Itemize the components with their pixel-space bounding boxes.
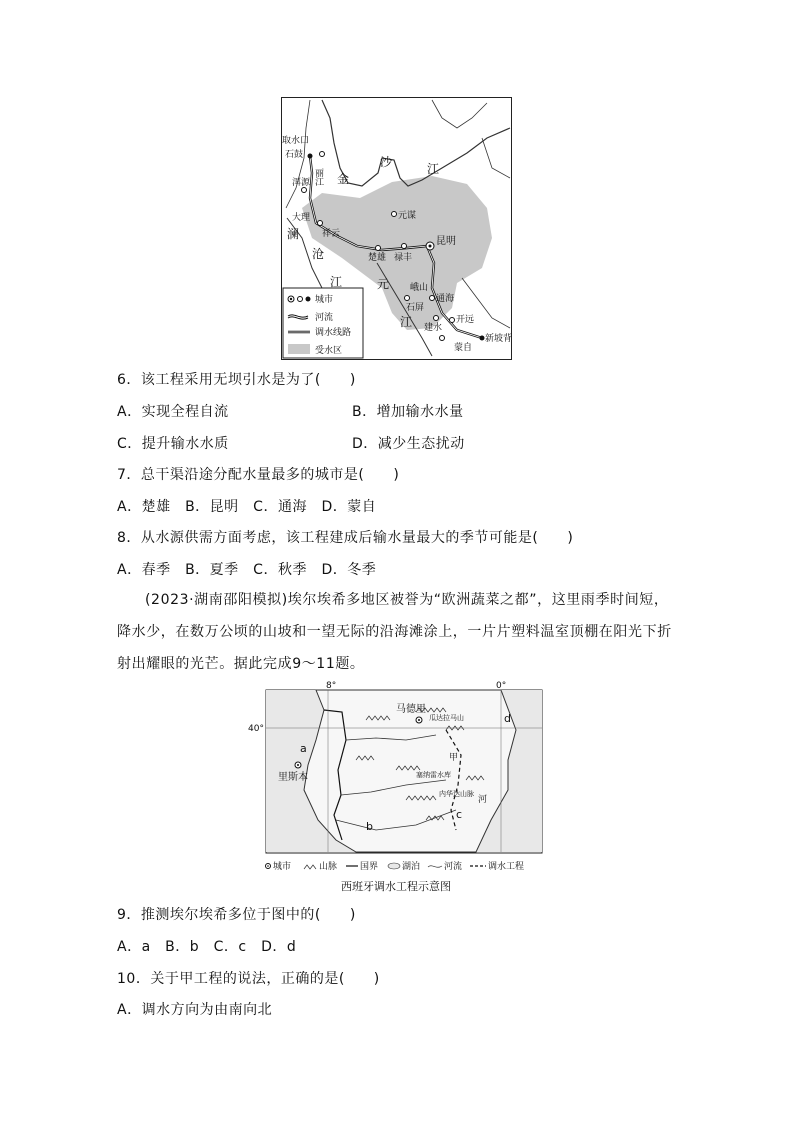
label-chuxiong: 楚雄 <box>368 253 387 263</box>
legend-area: 受水区 <box>315 346 343 356</box>
q10-option-a[interactable]: A．调水方向为由南向北 <box>117 1002 273 1018</box>
label-b: b <box>366 820 373 833</box>
legend2-transfer: 调水工程 <box>488 862 525 872</box>
yunnan-map-graphic <box>282 98 511 359</box>
q7-options[interactable]: A．楚雄 B．昆明 C．通海 D．蒙自 <box>117 499 377 515</box>
yunnan-water-map <box>281 97 512 360</box>
label-yuan: 元 <box>377 277 390 291</box>
legend-city: 城市 <box>315 295 334 305</box>
label-madrid: 马德里 <box>396 704 426 715</box>
label-shiping: 石屏 <box>406 303 425 313</box>
question-10: 10．关于甲工程的说法，正确的是( ) <box>117 971 380 987</box>
legend2-river: 河流 <box>444 862 463 872</box>
label-lijiang: 丽江 <box>313 168 323 186</box>
q6-option-d[interactable]: D．减少生态扰动 <box>352 436 465 452</box>
label-eryuan: 洱源 <box>292 178 311 188</box>
label-sierra: 塞纳雷水库 <box>416 771 451 779</box>
spain-map-figure <box>246 680 546 895</box>
legend2-border: 国界 <box>360 862 379 872</box>
legend2-city: 城市 <box>273 862 292 872</box>
reading-passage: (2023·湖南邵阳模拟)埃尔埃希多地区被誉为“欧洲蔬菜之都”，这里雨季时间短，降水少，在数万公顷的山坡和一望无际的沿海滩涂上，一片片塑料温室顶棚在阳光下折射出耀眼的光芒。据此完成9～11题。 <box>117 592 672 672</box>
question-8: 8．从水源供需方面考虑，该工程建成后输水量最大的季节可能是( ) <box>117 530 574 546</box>
question-9: 9．推测埃尔埃希多位于图中的( ) <box>117 907 356 923</box>
label-jia: 甲 <box>449 753 459 763</box>
legend2-lake: 湖泊 <box>402 862 421 872</box>
label-shigu: 石鼓 <box>285 150 304 160</box>
q6-option-c[interactable]: C．提升输水水质 <box>117 436 229 452</box>
label-kunming: 昆明 <box>436 236 456 247</box>
label-jianshui: 建水 <box>424 323 443 333</box>
q9-options[interactable]: A．a B．b C．c D．d <box>117 939 297 955</box>
q6-option-b[interactable]: B．增加输水水量 <box>352 404 464 420</box>
label-jiang2: 江 <box>330 275 343 289</box>
label-intake: 取水口 <box>282 136 310 146</box>
label-lisbon: 里斯本 <box>278 772 308 783</box>
question-6: 6．该工程采用无坝引水是为了( ) <box>117 372 356 388</box>
label-a: a <box>300 742 307 755</box>
label-cang: 沧 <box>312 247 325 261</box>
question-7: 7．总干渠沿途分配水量最多的城市是( ) <box>117 467 400 483</box>
lat-40: 40° <box>248 724 264 734</box>
lon-0: 0° <box>496 681 507 691</box>
label-jin: 金 <box>337 172 350 186</box>
spain-map-graphic <box>246 680 546 895</box>
label-guadarrama: 瓜达拉马山 <box>429 714 464 722</box>
q8-options[interactable]: A．春季 B．夏季 C．秋季 D．冬季 <box>117 562 377 578</box>
label-d: d <box>504 712 511 725</box>
label-nevada: 内华达山脉 <box>439 790 474 798</box>
label-jiang1: 江 <box>427 162 440 176</box>
label-kaiyuan: 开远 <box>456 315 475 325</box>
label-yuanmou: 元谋 <box>398 211 417 221</box>
legend-river: 河流 <box>315 313 334 323</box>
label-eshan: 峨山 <box>410 283 429 293</box>
q6-option-a[interactable]: A．实现全程自流 <box>117 404 229 420</box>
label-tonghai: 通海 <box>436 294 455 304</box>
label-lan: 澜 <box>287 227 300 241</box>
label-lufeng: 禄丰 <box>394 253 413 263</box>
label-xinpobei: 新坡背 <box>485 334 511 344</box>
label-sha: 沙 <box>380 155 393 169</box>
label-xiangyun: 祥云 <box>322 229 341 239</box>
label-jiang3: 江 <box>400 315 413 329</box>
label-river: 河 <box>478 795 488 805</box>
legend2-mountain: 山脉 <box>319 862 338 872</box>
spain-map-caption: 西班牙调水工程示意图 <box>341 880 451 893</box>
label-mengzi: 蒙自 <box>454 343 473 353</box>
label-dali: 大理 <box>292 213 311 223</box>
legend-route: 调水线路 <box>315 328 352 338</box>
label-c: c <box>456 808 463 821</box>
lon-8: 8° <box>326 681 337 691</box>
